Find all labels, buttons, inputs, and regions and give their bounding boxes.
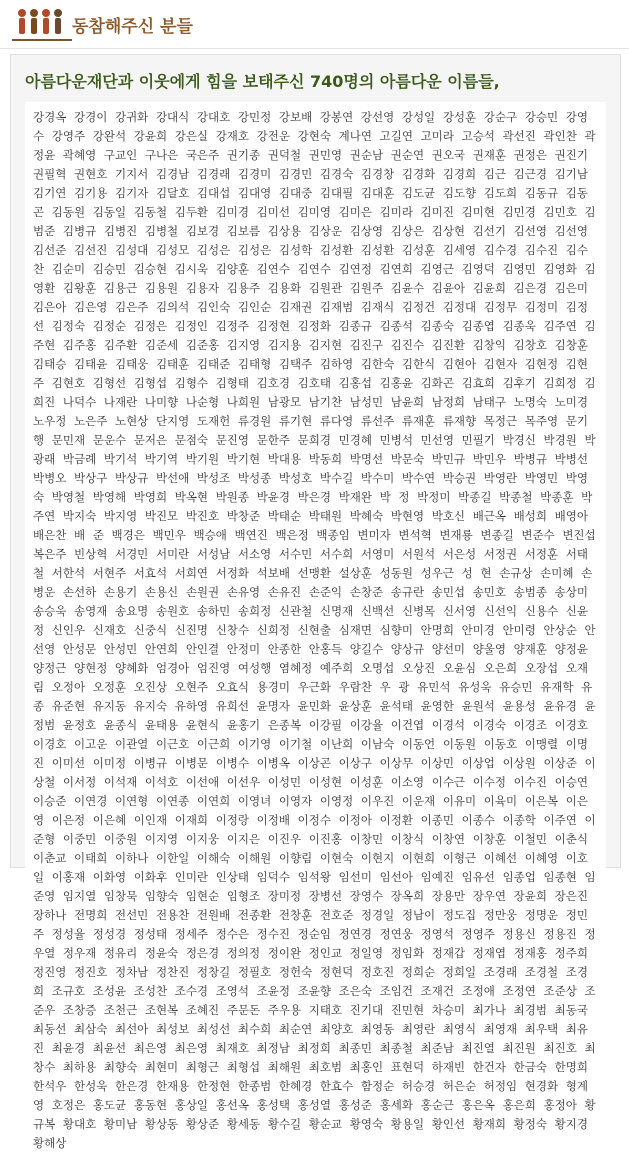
people-logo-icon [10, 6, 74, 44]
names-container [25, 102, 606, 1159]
page-title: 동참해주신 분들 [72, 12, 193, 37]
content-panel [10, 54, 621, 868]
page-header [0, 0, 629, 49]
intro-heading: 아름다운재단과 이웃에게 힘을 보태주신 740명의 아름다운 이름들, [25, 69, 606, 92]
donor-names-list: 강경옥 강경이 강귀화 강대식 강대호 강민정 강보배 강봉연 강선영 강성일 강성훈 강순구 강승민 강영수 강영주 강완석 강윤희 강은실 강재호 강전운 강현숙 계나연 고길연 고미라 고승석 곽선진 곽인찬 곽정윤 곽혜영 구교인 구나은 국은주 권기종 권덕철 권민영 권순남 권순연 권오국 권재훈 권정은 권진기 권필혁 권현호 기지서 김경남 김경래 김경미 김경민 김경숙 김경창 김경화 김경희 김근 김근경 김기남 김기연 김기용 김기자 김달호 김대섭 김대영 김대중 김대필 김대훈 김도균 김도향 김도희 김동규 김동곤 김동원 김동일 김동철 김두환 김미경 김미선 김미영 김미은 김미라 김미진 김미현 김민경 김민호 김범준 김병규 김병진 김병철 김보경 김보름 김상용 김상운 김상영 김상은 김상현 김선기 김선영 김선영 김선준 김선진 김성대 김성모 김성은 김성은 김성학 김성환 김성환 김성훈 김세영 김수경 김수진 김수찬 김순미 김승민 김승현 김시욱 김양훈 김연수 김연수 김연정 김연희 김영근 김영덕 김영민 김영화 김영환 김왕훈 김용근 김용원 김용자 김용주 김용화 김원관 김원주 김윤수 김윤아 김윤희 김은경 김은미 김은아 김은영 김은주 김의석 김인숙 김인순 김재권 김재범 김재식 김정건 김정대 김정무 김정미 김정선 김정숙 김정순 김정은 김정인 김정주 김정현 김정화 김종규 김종석 김종숙 김종엽 김종욱 김주연 김주현 김주홍 김주환 김준세 김준홍 김지영 김지용 김지현 김진구 김진수 김진환 김창익 김창호 김창훈 김태승 김태윤 김태웅 김태훈 김태준 김태형 김택주 김하영 김한숙 김한식 김현아 김현자 김현정 김현주 김현호 김형선 김형섭 김형수 김형태 김호경 김호태 김홍섭 김홍윤 김화곤 김효희 김후기 김희정 김희진 나덕수 나재란 나미향 나순형 나희원 남광모 남기찬 남성민 남윤희 남정희 남태구 노명숙 노미경 노우정 노은주 노현상 단지영 도재헌 류경원 류기현 류다영 류선주 류재훈 류재향 목정근 목주영 문기행 문민재 문운수 문저은 문점숙 문진영 문한주 문희경 민경혜 민병석 민선영 민필기 박경신 박경원 박광래 박금례 박기석 박기역 박기원 박기현 박대용 박동희 박명선 박문숙 박민규 박민우 박병규 박병선 박병오 박상구 박상규 박선애 박성조 박성종 박성호 박수길 박수미 박수연 박승권 박영란 박영민 박영숙 박영철 박영해 박영희 박옥현 박원종 박윤경 박은경 박재완 박 정 박정미 박종길 박종철 박종훈 박주연 박지숙 박지영 박진모 박진호 박창준 박태순 박태원 박혜숙 박현영 박호신 배근옥 배성희 배영아 배은찬 배 준 백경은 백민우 백승애 백연진 백은정 백종임 변미자 변석혁 변재룡 변종길 변준수 변진섭 복은주 빈상혁 서경민 서미란 서성남 서소영 서수민 서수희 서영미 서원석 서은성 서정권 서정훈 서태철 서한석 서현주 서효석 서희연 서정화 석보배 선맹환 설상훈 성동원 성우근 성 현 손규상 손미혜 손병운 손선하 손용기 손용신 손원권 손유영 손유진 손준익 손창준 송규란 송민섭 송민호 송범종 송상미 송승욱 송영재 송요명 송원호 송하민 송희정 신관철 신명재 신백선 신병목 신서영 신선익 신용수 신윤정 신인우 신재호 신중식 신진명 신창수 신희정 신현출 심재면 심향미 안명희 안미경 안미령 안상순 안선영 안성문 안성민 안연희 안인결 안정미 안종한 안홍득 양길수 양상규 양선미 양울영 양재훈 양정윤 양정근 양현정 양혜화 엄경아 엄진영 여성행 염혜정 예주희 오명섭 오상진 오윤심 오은희 오장섭 오재림 오정아 오정훈 오진상 오현주 오효식 용경미 우근화 우람찬 우 광 유민석 유성욱 유승민 유재학 유 종 유준현 유지동 유지숙 유하영 유희선 윤명자 윤민화 윤상훈 윤석태 윤영한 윤원석 윤용성 윤유경 윤정범 윤정호 윤종식 윤태용 윤현식 윤홍기 은종복 이강필 이강율 이건엽 이경석 이경숙 이경조 이경호 이경호 이고운 이관열 이근호 이근희 이기영 이기철 이난희 이남숙 이동언 이동원 이동호 이맹렬 이명진 이미선 이미정 이병규 이병문 이병수 이병옥 이상곤 이상구 이상무 이상민 이상업 이상원 이상준 이상철 이서정 이석재 이석호 이선애 이선우 이성민 이성현 이성훈 이소영 이수근 이수정 이수진 이승연 이승준 이연경 이연형 이연종 이연희 이영녀 이영자 이영정 이우진 이운재 이유미 이육미 이은복 이은영 이은정 이은혜 이인재 이재희 이정랑 이정배 이정수 이정아 이정환 이종민 이종수 이종학 이주연 이준형 이중민 이중원 이지영 이지웅 이지은 이진우 이진홍 이창민 이창식 이창연 이창훈 이철민 이춘식 이춘교 이태희 이하나 이한일 이해숙 이해원 이향림 이현숙 이현지 이현희 이형근 이혜선 이혜영 이호일 이홍재 이화영 이화후 인미란 인상태 임덕수 임석왕 임선미 임선아 임예진 임유선 임종업 임종현 임준영 임지열 임창묵 임향숙 임현순 임형조 장미정 장병선 장영수 장옥희 장용만 장우연 장윤희 장은진 장하나 전명희 전선민 전용찬 전원배 전종환 전창훈 전호준 정경일 정남이 정도집 정만웅 정명운 정민주 정성율 정성경 정성태 정세주 정수은 정수진 정순임 정연경 정연웅 정영석 정영주 정용신 정용진 정우열 정우재 정유리 정윤숙 정은경 정의정 정이완 정인교 정일영 정임화 정재갑 정재엽 정재홍 정주희 정진영 정진호 정차남 정찬진 정창길 정필호 정헌숙 정현덕 정호진 정희순 정희일 조경래 조경철 조경희 조규호 조성윤 조성찬 조수경 조영석 조윤정 조윤향 조은숙 조임건 조재건 조정애 조정연 조준상 조준우 조창증 조천근 조현복 조혜진 주문돈 주우용 지태호 진기대 진민현 차승미 최가나 최경범 최동국 최동선 최삼숙 최선아 최성보 최성선 최수희 최순연 최양호 최영동 최영란 최영식 최영재 최우택 최유진 최윤경 최윤선 최은영 최은영 최재호 최정남 최정희 최종민 최종철 최준남 최진열 최진원 최진호 최창수 최하용 최향숙 최현미 최형근 최형섭 최해원 최호범 최홍인 표현덕 하재빈 한건자 한금숙 한명희 한석우 한성욱 한은경 한재용 한정현 한종범 한혜경 한효수 함정순 허승경 허은순 허정임 현경화 형계영 호정은 홍도균 홍동현 홍상일 홍선옥 홍성택 홍성열 홍성준 홍세화 홍순근 홍은옥 홍은희 홍정아 황규복 황대호 황미남 황상동 황상준 황세동 황수길 황순교 황영숙 황용일 황인선 황재희 황정숙 황지경 황해상 [25, 102, 606, 1159]
